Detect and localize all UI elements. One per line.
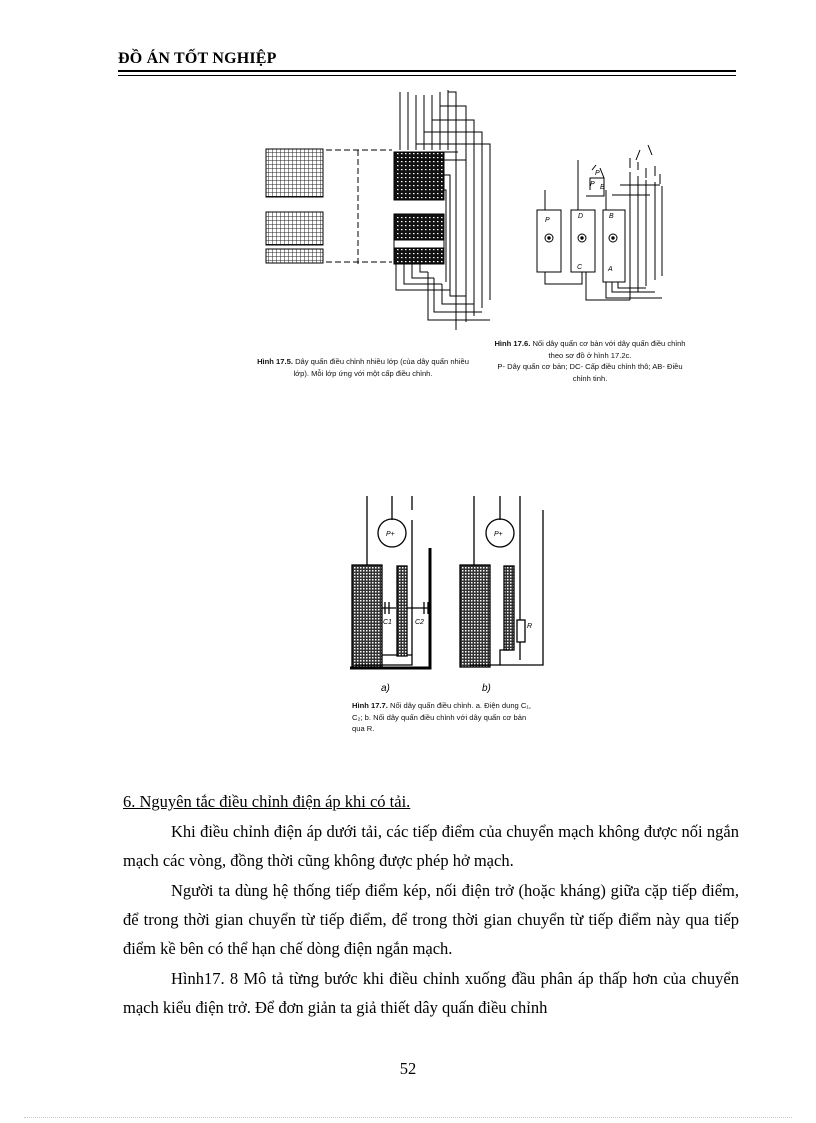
figure-17-5-caption [256, 356, 470, 379]
page-bottom-border [24, 1117, 792, 1118]
svg-text:C: C [577, 264, 583, 271]
figure-17-7b-diagram [460, 496, 543, 667]
figure-17-7-caption-text: Nối dây quấn điều chỉnh. a. Điện dung C₁, C₂; b. Nối dây quấn điều chỉnh với dây quấn cơ bản qua R. [352, 701, 532, 733]
figure-17-7a-diagram [350, 496, 430, 668]
svg-text:P+: P+ [494, 531, 503, 538]
svg-text:C1: C1 [383, 619, 392, 626]
svg-text:A: A [608, 266, 613, 273]
figure-17-6-caption-legend: P- Dây quấn cơ bản; DC- Cấp điều chỉnh thô; AB- Điều chỉnh tinh. [497, 362, 683, 383]
figure-17-6-caption-text: Nối dây quấn cơ bản với dây quấn điều chỉnh theo sơ đồ ở hình 17.2c. [532, 339, 686, 360]
figure-17-6-label: Hình 17.6. [494, 339, 531, 348]
figure-17-7-caption [352, 700, 540, 735]
svg-text:P+: P+ [386, 531, 395, 538]
section-title: 6. Nguyên tắc điều chỉnh điện áp khi có tải. [123, 792, 411, 811]
svg-text:C2: C2 [415, 619, 424, 626]
figure-17-7-label: Hình 17.7. [352, 701, 388, 710]
document-header: ĐỒ ÁN TỐT NGHIỆP [118, 50, 277, 67]
paragraph-2: Người ta dùng hệ thống tiếp điểm kép, nối điện trở (hoặc kháng) giữa cặp tiếp điểm, để trong thời gian chuyển từ tiếp điểm, để trong thời gian chuyển từ tiếp điểm này qua tiếp điểm kề bên có thể hạn chế dòng điện ngắn mạch. [123, 881, 739, 958]
figure-17-5-label: Hình 17.5. [257, 357, 293, 366]
page-number: 52 [399, 1059, 417, 1078]
svg-text:P: P [595, 170, 600, 177]
figure-17-5-diagram [266, 90, 490, 330]
figure-17-6-labels [545, 170, 614, 273]
paragraph-3: Hình17. 8 Mô tả từng bước khi điều chỉnh xuống đầu phân áp thấp hơn của chuyển mạch kiểu điện trở. Để đơn giản ta giả thiết dây quấn điều chỉnh [123, 969, 739, 1017]
svg-text:D: D [578, 213, 584, 220]
paragraph-1: Khi điều chỉnh điện áp dưới tải, các tiếp điểm của chuyển mạch không được nối ngắn mạch các vòng, đồng thời cũng không được phép hở mạch. [123, 822, 739, 870]
svg-text:R: R [527, 623, 533, 630]
figure-17-5-caption-text: Dây quấn điều chỉnh nhiều lớp (của dây quấn nhiều lớp). Mỗi lớp ứng với một cấp điều chỉnh. [293, 357, 469, 378]
figure-17-7b-sublabel: b) [482, 683, 491, 694]
svg-text:P: P [545, 217, 550, 224]
figure-17-6-diagram [537, 145, 662, 300]
svg-text:P: P [590, 181, 595, 188]
figure-17-7a-sublabel: a) [381, 683, 390, 694]
figure-17-6-caption [494, 338, 686, 384]
svg-text:B: B [609, 213, 614, 220]
svg-text:B: B [600, 184, 605, 191]
